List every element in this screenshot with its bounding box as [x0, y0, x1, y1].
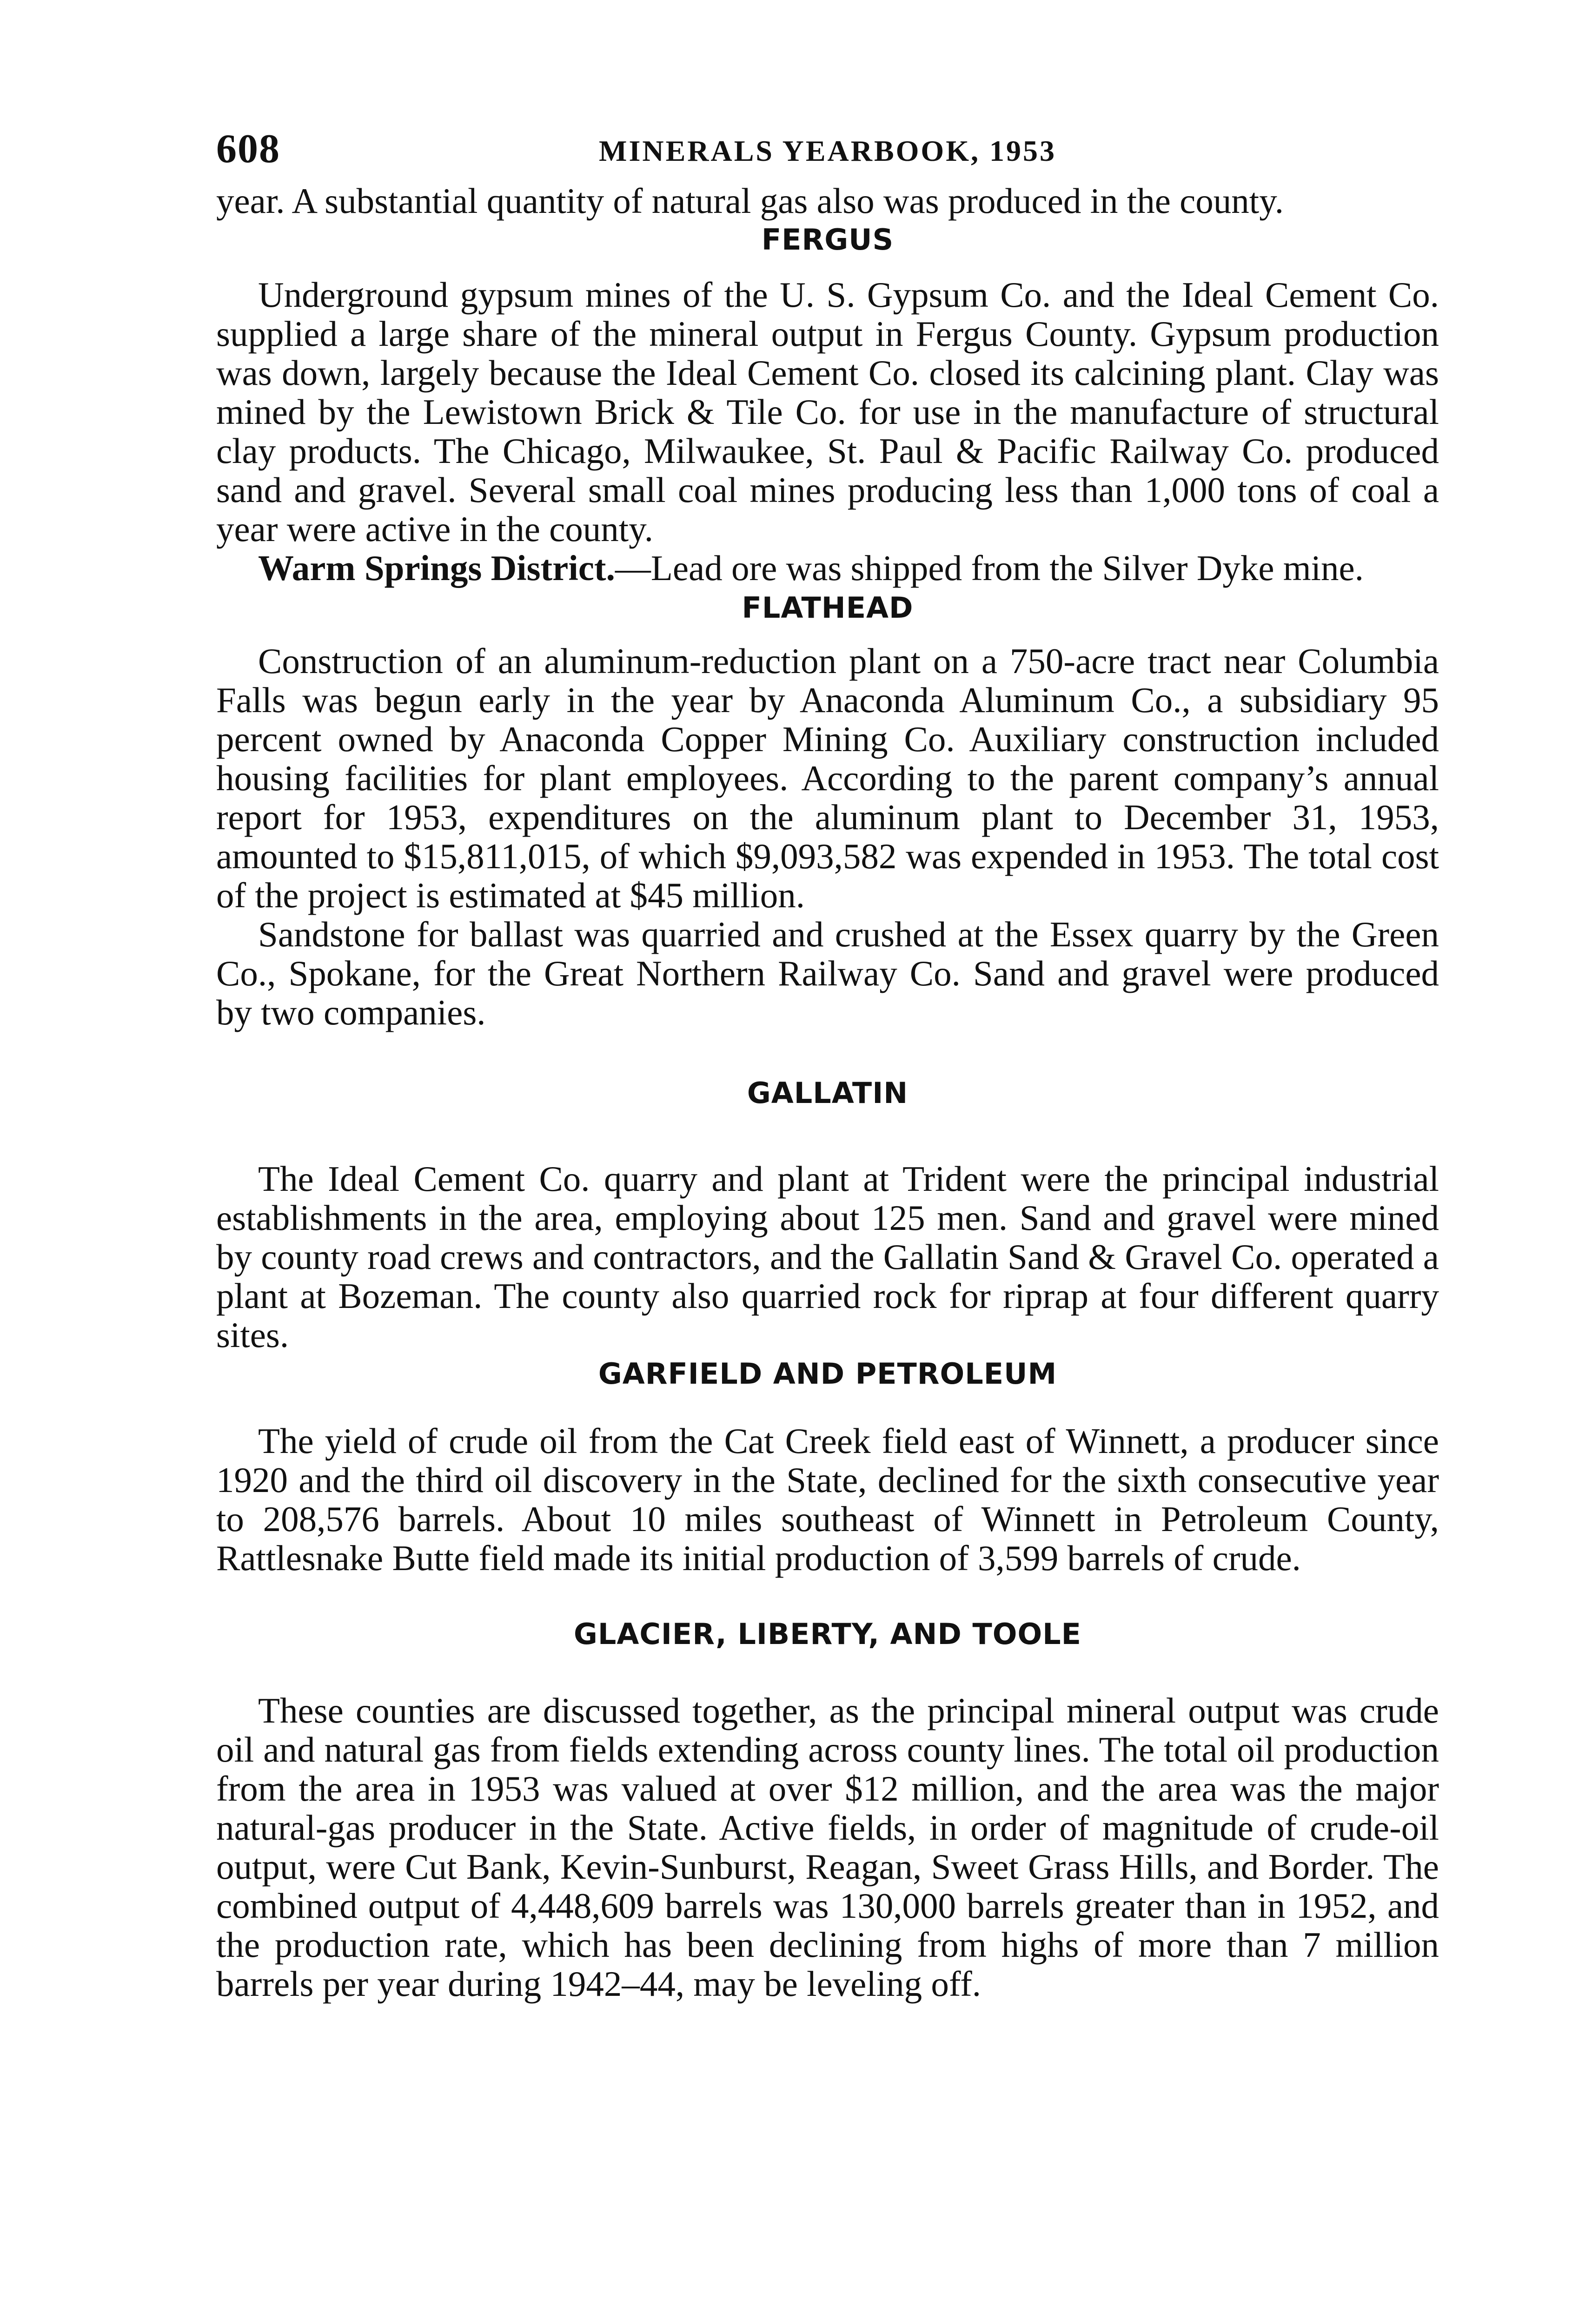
- page-number: 608: [216, 126, 280, 172]
- gallatin-paragraph-1: The Ideal Cement Co. quarry and plant at Trident were the principal industrial establishments in the area, employing about 125 men. Sand and gravel were mined by county road crews and contractors, and the Gallatin Sand & Gravel Co. operated a plant at Bozeman. The county also quarried rock for riprap at four different quarry sites.: [216, 1159, 1439, 1355]
- flathead-paragraph-2: Sandstone for ballast was quarried and crushed at the Essex quarry by the Green Co., Spokane, for the Great Northern Railway Co. Sand and gravel were produced by two companies.: [216, 914, 1439, 1032]
- section-heading-fergus: FERGUS: [761, 223, 894, 257]
- running-title: MINERALS YEARBOOK, 1953: [599, 134, 1056, 167]
- warm-springs-text: —Lead ore was shipped from the Silver Dyke mine.: [615, 548, 1364, 588]
- section-heading-gallatin: GALLATIN: [747, 1076, 909, 1110]
- flathead-paragraph-1: Construction of an aluminum-reduction plant on a 750-acre tract near Columbia Falls was begun early in the year by Anaconda Aluminum Co., a subsidiary 95 percent owned by Anaconda Copper Mining Co. Auxiliary construction included housing facilities for plant employees. According to the parent company’s annual report for 1953, expenditures on the aluminum plant to December 31, 1953, amounted to $15,811,015, of which $9,093,582 was expended in 1953. The total cost of the project is estimated at $45 million.: [216, 641, 1439, 915]
- fergus-paragraph-1: Underground gypsum mines of the U. S. Gypsum Co. and the Ideal Cement Co. supplied a large share of the mineral output in Fergus County. Gypsum production was down, largely because the Ideal Cement Co. closed its calcining plant. Clay was mined by the Lewistown Brick & Tile Co. for use in the manufacture of structural clay products. The Chicago, Milwaukee, St. Paul & Pacific Railway Co. produced sand and gravel. Several small coal mines producing less than 1,000 tons of coal a year were active in the county.: [216, 275, 1439, 549]
- glacier-liberty-toole-paragraph-1: These counties are discussed together, as the principal mineral output was crude oil and natural gas from fields extending across county lines. The total oil production from the area in 1953 was valued at over $12 million, and the area was the major natural-gas producer in the State. Active fields, in order of magnitude of crude-oil output, were Cut Bank, Kevin-Sunburst, Reagan, Sweet Grass Hills, and Border. The combined output of 4,448,609 barrels was 130,000 barrels greater than in 1952, and the production rate, which has been declining from highs of more than 7 million barrels per year during 1942–44, may be leveling off.: [216, 1690, 1439, 2004]
- section-heading-garfield-petroleum: GARFIELD AND PETROLEUM: [598, 1357, 1057, 1391]
- warm-springs-run-in-heading: Warm Springs District.: [258, 548, 615, 588]
- fergus-paragraph-2: [216, 548, 1439, 588]
- section-heading-flathead: FLATHEAD: [742, 591, 914, 625]
- garfield-petroleum-paragraph-1: The yield of crude oil from the Cat Creek field east of Winnett, a producer since 1920 and the third oil discovery in the State, declined for the sixth consecutive year to 208,576 barrels. About 10 miles southeast of Winnett in Petroleum County, Rattlesnake Butte field made its initial production of 3,599 barrels of crude.: [216, 1421, 1439, 1578]
- intro-paragraph: year. A substantial quantity of natural gas also was produced in the county.: [216, 181, 1284, 221]
- document-page: [216, 125, 1439, 2003]
- section-heading-glacier-liberty-toole: GLACIER, LIBERTY, AND TOOLE: [573, 1617, 1082, 1651]
- running-header: [216, 125, 1439, 181]
